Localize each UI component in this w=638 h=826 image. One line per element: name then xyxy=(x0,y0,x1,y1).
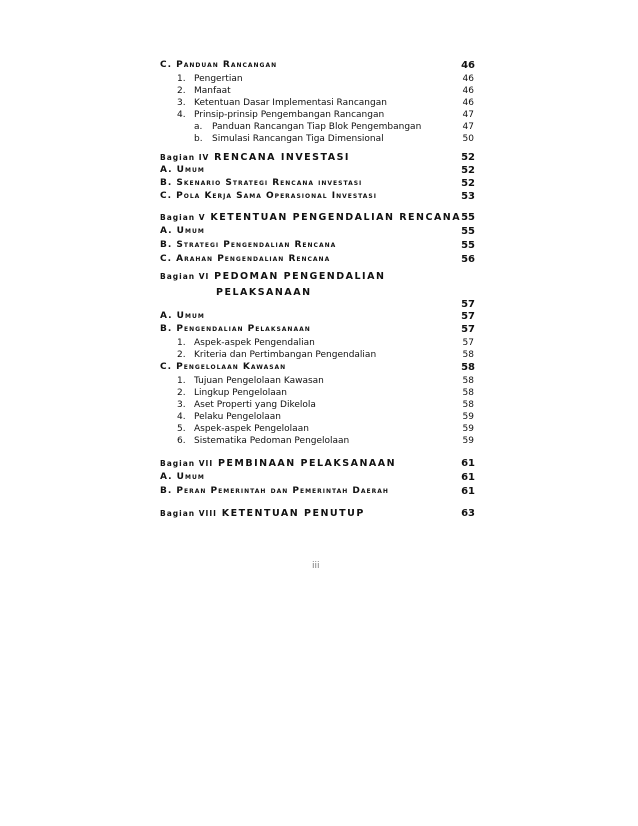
part-heading-title: PEMBINAAN PELAKSANAAN xyxy=(217,458,397,469)
part-heading-title: KETENTUAN PENGENDALIAN RENCANA xyxy=(210,212,462,223)
toc-item-number: 5. xyxy=(177,424,186,434)
part-heading xyxy=(160,212,461,223)
toc-row xyxy=(0,436,638,450)
toc-item-label: Ketentuan Dasar Implementasi Rancangan xyxy=(194,98,387,108)
toc-row xyxy=(0,240,638,254)
toc-row xyxy=(0,152,638,166)
part-heading xyxy=(160,458,396,469)
toc-item-label: Prinsip-prinsip Pengembangan Rancangan xyxy=(194,110,385,120)
toc-entry-label: C. Pengelolaan Kawasan xyxy=(160,362,287,372)
toc-item-number: 2. xyxy=(177,350,186,360)
toc-item-page: 47 xyxy=(462,110,474,120)
toc-subitem-label: Panduan Rancangan Tiap Blok Pengembangan xyxy=(212,122,422,132)
toc-item-number: 4. xyxy=(177,412,186,422)
toc-entry-label: A. Umum xyxy=(160,165,205,175)
part-heading xyxy=(160,271,385,282)
toc-item-page: 58 xyxy=(462,388,474,398)
toc-entry-page: 46 xyxy=(461,60,475,71)
toc-item-page: 59 xyxy=(462,412,474,422)
part-heading-prefix: Bagian VII xyxy=(160,459,214,468)
toc-item-number: 3. xyxy=(177,98,186,108)
toc-item-label: Aset Properti yang Dikelola xyxy=(194,400,316,410)
toc-item-number: 1. xyxy=(177,74,186,84)
part-heading-prefix: Bagian IV xyxy=(160,153,210,162)
part-heading-page: 63 xyxy=(461,508,475,519)
toc-subitem-letter: a. xyxy=(194,122,203,132)
toc-entry-page: 58 xyxy=(461,362,475,373)
toc-item-number: 4. xyxy=(177,110,186,120)
toc-item-label: Manfaat xyxy=(194,86,231,96)
toc-row xyxy=(0,271,638,285)
part-heading xyxy=(160,508,365,519)
toc-row xyxy=(0,458,638,472)
toc-item-label: Tujuan Pengelolaan Kawasan xyxy=(194,376,324,386)
toc-item-number: 3. xyxy=(177,400,186,410)
toc-item-page: 46 xyxy=(462,98,474,108)
toc-item-page: 57 xyxy=(462,338,474,348)
toc-row xyxy=(0,60,638,74)
toc-row xyxy=(0,472,638,486)
part-heading-page: 61 xyxy=(461,458,475,469)
toc-row xyxy=(0,165,638,179)
toc-item-number: 6. xyxy=(177,436,186,446)
toc-item-page: 46 xyxy=(462,74,474,84)
toc-entry-label: B. Strategi Pengendalian Rencana xyxy=(160,240,337,250)
toc-subitem-page: 47 xyxy=(462,122,474,132)
toc-entry-label: C. Arahan Pengendalian Rencana xyxy=(160,254,331,264)
toc-item-label: Pelaku Pengelolaan xyxy=(194,412,281,422)
toc-item-page: 58 xyxy=(462,350,474,360)
part-heading xyxy=(160,152,350,163)
toc-entry-page: 53 xyxy=(461,191,475,202)
toc-entry-page: 56 xyxy=(461,254,475,265)
part-heading-page: 52 xyxy=(461,152,475,163)
part-heading-title-cont: PELAKSANAAN xyxy=(216,287,312,298)
toc-item-label: Sistematika Pedoman Pengelolaan xyxy=(194,436,350,446)
toc-entry-label: C. Panduan Rancangan xyxy=(160,60,278,70)
toc-item-number: 2. xyxy=(177,86,186,96)
toc-row xyxy=(0,362,638,376)
toc-item-label: Kriteria dan Pertimbangan Pengendalian xyxy=(194,350,377,360)
part-heading-prefix: Bagian VIII xyxy=(160,509,217,518)
toc-subitem-label: Simulasi Rancangan Tiga Dimensional xyxy=(212,134,384,144)
toc-entry-label: B. Skenario Strategi Rencana investasi xyxy=(160,178,363,188)
part-heading-title: PEDOMAN PENGENDALIAN xyxy=(214,271,386,282)
toc-row xyxy=(0,191,638,205)
part-heading-title: RENCANA INVESTASI xyxy=(214,152,350,163)
toc-entry-label: B. Peran Pemerintah dan Pemerintah Daerah xyxy=(160,486,389,496)
toc-entry-label: B. Pengendalian Pelaksanaan xyxy=(160,324,311,334)
toc-row xyxy=(0,212,638,226)
page-number-marker: iii xyxy=(312,561,320,571)
toc-entry-page: 57 xyxy=(461,324,475,335)
part-heading-prefix: Bagian V xyxy=(160,213,206,222)
toc-item-page: 59 xyxy=(462,436,474,446)
toc-row xyxy=(0,226,638,240)
toc-row xyxy=(0,324,638,338)
toc-item-label: Aspek-aspek Pengelolaan xyxy=(194,424,309,434)
toc-entry-page: 52 xyxy=(461,165,475,176)
toc-entry-label: A. Umum xyxy=(160,472,205,482)
toc-row xyxy=(0,254,638,268)
part-heading-page: 55 xyxy=(461,212,475,223)
part-heading-page: 57 xyxy=(461,299,475,310)
toc-entry-page: 61 xyxy=(461,472,475,483)
toc-item-number: 1. xyxy=(177,376,186,386)
toc-item-label: Aspek-aspek Pengendalian xyxy=(194,338,315,348)
toc-entry-page: 57 xyxy=(461,311,475,322)
toc-row xyxy=(0,296,638,310)
toc-entry-page: 55 xyxy=(461,226,475,237)
toc-row xyxy=(0,178,638,192)
toc-item-label: Lingkup Pengelolaan xyxy=(194,388,287,398)
toc-entry-label: A. Umum xyxy=(160,311,205,321)
toc-entry-page: 61 xyxy=(461,486,475,497)
toc-entry-label: C. Pola Kerja Sama Operasional Investasi xyxy=(160,191,377,201)
toc-subitem-letter: b. xyxy=(194,134,203,144)
toc-entry-page: 52 xyxy=(461,178,475,189)
toc-item-page: 58 xyxy=(462,376,474,386)
toc-item-page: 59 xyxy=(462,424,474,434)
toc-entry-page: 55 xyxy=(461,240,475,251)
toc-row xyxy=(0,486,638,500)
toc-item-number: 1. xyxy=(177,338,186,348)
part-heading-prefix: Bagian VI xyxy=(160,272,210,281)
toc-item-label: Pengertian xyxy=(194,74,243,84)
toc-item-page: 46 xyxy=(462,86,474,96)
toc-item-page: 58 xyxy=(462,400,474,410)
toc-entry-label: A. Umum xyxy=(160,226,205,236)
toc-item-number: 2. xyxy=(177,388,186,398)
toc-row xyxy=(0,134,638,148)
part-heading-title: KETENTUAN PENUTUP xyxy=(221,508,365,519)
toc-row xyxy=(0,508,638,522)
toc-subitem-page: 50 xyxy=(462,134,474,144)
toc-row xyxy=(0,311,638,325)
